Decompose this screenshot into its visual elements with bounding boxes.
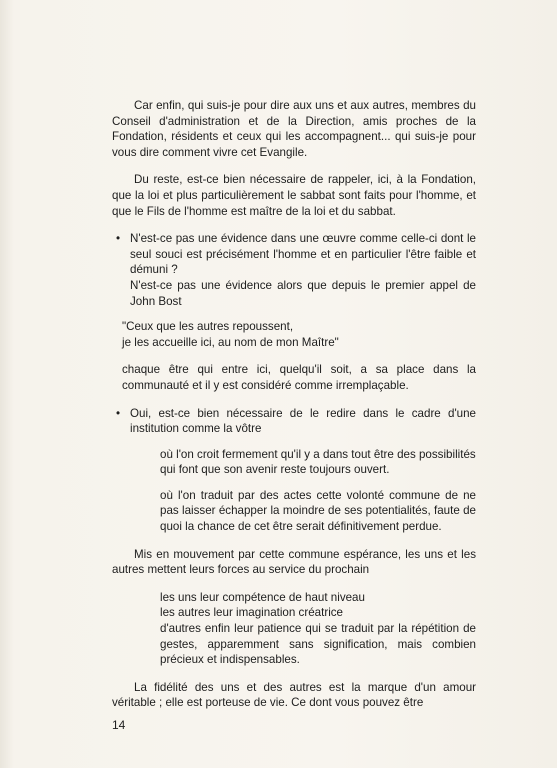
paragraph-intro: Car enfin, qui suis-je pour dire aux uns et aux autres, membres du Conseil d'administration et de la Direction, amis proches de la Fondation, résidents et ceux qui les accompagnent... qui suis-je pour vous dire comment vivre cet Evangile.: [112, 99, 476, 159]
list-item: d'autres enfin leur patience qui se traduit par la répétition de gestes, apparemment sans signification, mais combien précieux et indispensables.: [160, 622, 476, 667]
paragraph-law-sabbath: Du reste, est-ce bien nécessaire de rappeler, ici, à la Fondation, que la loi et plus particulièrement le sabbat sont faits pour l'homme, et que le Fils de l'homme est maître de la loi et du sabbat.: [112, 173, 476, 218]
list-item: les autres leur imagination créatrice: [160, 606, 344, 620]
bullet-dot: •: [116, 406, 121, 420]
page-body: [112, 98, 476, 711]
bullet-evidence-continuation: N'est-ce pas une évidence alors que depuis le premier appel de John Bost: [130, 278, 476, 308]
contribution-list: [112, 590, 476, 668]
bullet-evidence: [112, 231, 476, 309]
bullet-dot: •: [116, 232, 121, 246]
page-number: 14: [112, 718, 126, 732]
sub-item-potentialities: où l'on traduit par des actes cette volonté commune de ne pas laisser échapper la moindre de ses potentialités, faute de quoi la chance de cet être serait définitivement perdue.: [160, 488, 476, 534]
bullet-institution-text: Oui, est-ce bien nécessaire de le redire dans le cadre d'une institution comme la vôtre: [130, 406, 476, 436]
quote-line-2: je les accueille ici, au nom de mon Maître": [122, 335, 339, 349]
john-bost-quote: [112, 319, 476, 350]
sub-item-possibilities: où l'on croit fermement qu'il y a dans tout être des possibilités qui font que son avenir reste toujours ouvert.: [160, 447, 476, 477]
list-item: les uns leur compétence de haut niveau: [160, 590, 365, 604]
paragraph-hope: Mis en mouvement par cette commune espérance, les uns et les autres mettent leurs forces au service du prochain: [112, 547, 476, 577]
paragraph-fidelity: La fidélité des uns et des autres est la marque d'un amour véritable ; elle est porteuse de vie. Ce dont vous pouvez être: [112, 680, 476, 710]
paragraph-community: chaque être qui entre ici, quelqu'il soit, a sa place dans la communauté et il y est considéré comme irremplaçable.: [122, 363, 476, 392]
quote-line-1: "Ceux que les autres repoussent,: [122, 320, 294, 334]
bullet-evidence-text: N'est-ce pas une évidence dans une œuvre comme celle-ci dont le seul souci est précisément l'homme et en particulier l'être faible et démuni ?: [130, 232, 476, 277]
bullet-institution: [112, 406, 476, 437]
